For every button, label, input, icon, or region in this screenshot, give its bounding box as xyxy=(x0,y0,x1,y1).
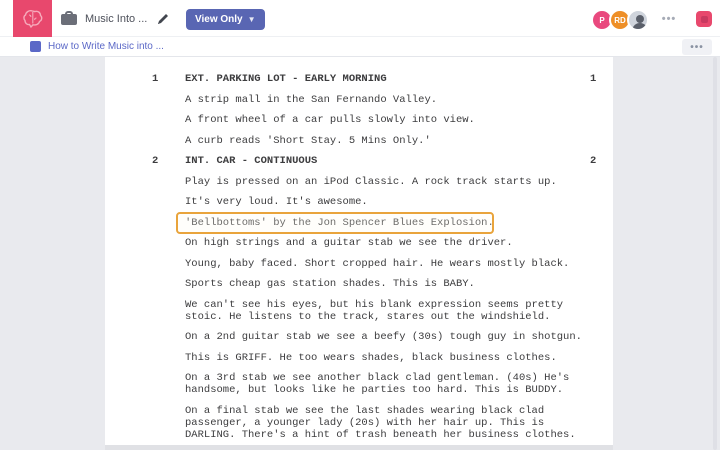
avatar-1[interactable]: P xyxy=(591,9,613,31)
action-line: On a 2nd guitar stab we see a beefy (30s) tough guy in shotgun. xyxy=(185,331,582,343)
scene-number-left: 2 xyxy=(152,155,159,167)
app-badge-icon[interactable] xyxy=(696,11,712,27)
document-bullet-icon xyxy=(30,41,41,52)
action-line: On a 3rd stab we see another black clad gentleman. (40s) He's handsome, but looks like he parties too hard. This is BUDDY. xyxy=(185,372,570,396)
action-line: A curb reads 'Short Stay. 5 Mins Only.' xyxy=(185,134,431,147)
breadcrumb-bar xyxy=(0,37,720,57)
scene-number-left: 1 xyxy=(152,73,159,85)
action-line: This is GRIFF. He too wears shades, black business clothes. xyxy=(185,351,557,364)
document-type-icon xyxy=(61,11,77,25)
person-icon xyxy=(636,15,644,23)
action-line: Play is pressed on an iPod Classic. A rock track starts up. xyxy=(185,175,557,188)
breadcrumb-more-button[interactable]: ••• xyxy=(682,39,712,55)
app-badge-inner xyxy=(701,16,708,23)
avatar-3[interactable] xyxy=(627,9,649,31)
editor-content-area xyxy=(0,57,720,450)
scene-heading: EXT. PARKING LOT - EARLY MORNING xyxy=(185,73,387,85)
brand-logo[interactable] xyxy=(13,0,52,37)
breadcrumb-title[interactable]: How to Write Music into ... xyxy=(48,41,164,52)
document-title[interactable]: Music Into ... xyxy=(85,13,148,25)
action-line: On a final stab we see the last shades wearing black clad passenger, a younger lady (20s) with her hair up. This is DARLING. There's a hint of trash beneath her business clothes. xyxy=(185,404,576,441)
action-line: A front wheel of a car pulls slowly into view. xyxy=(185,114,475,126)
edit-pencil-icon[interactable] xyxy=(156,12,170,26)
toolbar-more-button[interactable]: ••• xyxy=(661,13,677,25)
scene-number-right: 1 xyxy=(590,73,597,85)
action-line-highlighted[interactable]: 'Bellbottoms' by the Jon Spencer Blues Explosion. xyxy=(185,217,590,229)
view-mode-button[interactable] xyxy=(186,9,265,30)
top-toolbar xyxy=(0,0,720,37)
action-line: Young, baby faced. Short cropped hair. He wears mostly black. xyxy=(185,257,570,270)
chevron-down-icon: ▼ xyxy=(247,15,256,24)
view-mode-label: View Only xyxy=(195,14,243,25)
page-bottom-edge xyxy=(105,445,613,450)
collaborator-avatars xyxy=(591,9,649,31)
script-page[interactable] xyxy=(105,57,613,450)
scene-number-right: 2 xyxy=(590,155,597,167)
action-line: A strip mall in the San Fernando Valley. xyxy=(185,93,438,106)
scene-heading-row xyxy=(105,73,613,85)
scene-heading-row xyxy=(105,155,613,167)
brain-icon xyxy=(22,9,44,29)
vertical-scrollbar[interactable] xyxy=(713,57,717,450)
scene-heading: INT. CAR - CONTINUOUS xyxy=(185,155,318,167)
action-line: On high strings and a guitar stab we see the driver. xyxy=(185,237,513,249)
action-line: It's very loud. It's awesome. xyxy=(185,196,368,208)
action-line: Sports cheap gas station shades. This is BABY. xyxy=(185,278,475,290)
avatar-2[interactable]: RD xyxy=(609,9,631,31)
action-line: We can't see his eyes, but his blank expression seems pretty stoic. He listens to the track, stares out the windshield. xyxy=(185,298,564,323)
